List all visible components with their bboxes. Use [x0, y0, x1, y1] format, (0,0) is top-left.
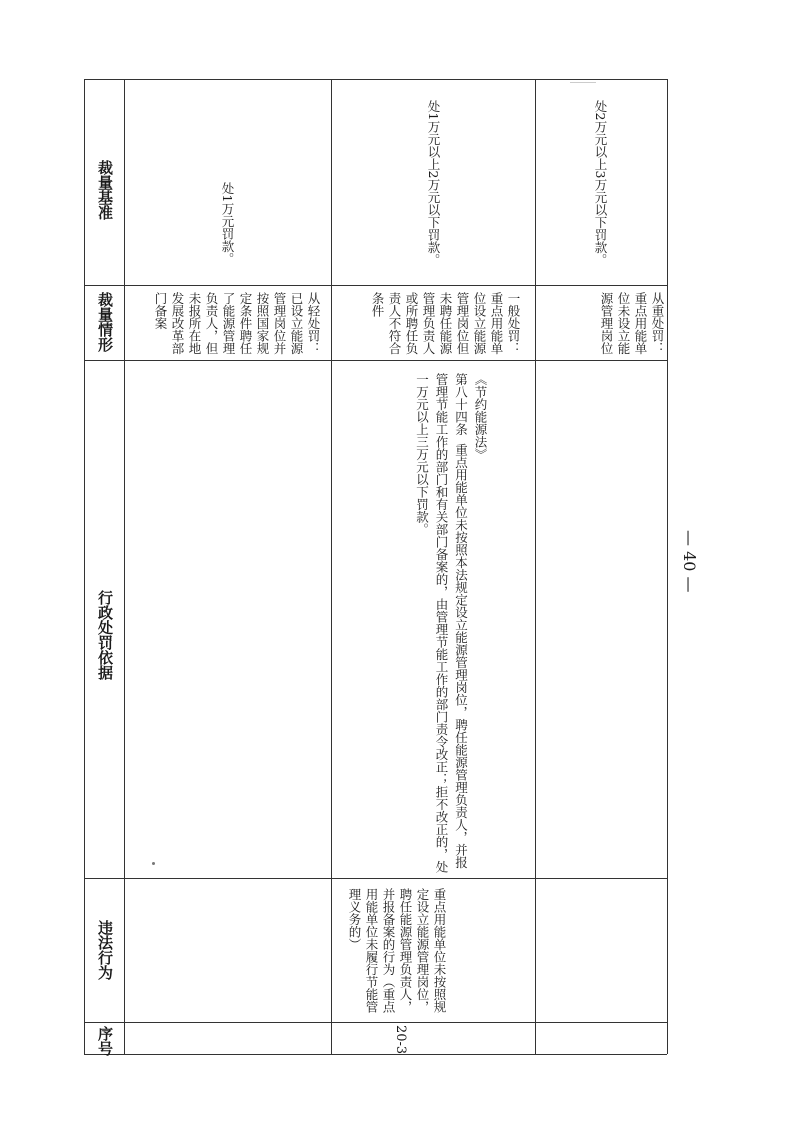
level-2-standard: 处1万元以上2万元以下罚款。: [426, 100, 441, 266]
table-border-left: [84, 79, 85, 1054]
table-border-right: [667, 79, 668, 1054]
level-2-circumstance: 一般处罚：重点用能单位设立能源管理岗位但未聘任能源管理负责人或所聘任负责人不符合条件: [370, 292, 521, 355]
row-violation: 重点用能单位未按照规定设立能源管理岗位，聘任能源管理负责人，并报备案的行为（重点用能单位未履行节能管理义务的）: [347, 888, 447, 1013]
level-1-circumstance: 从轻处罚：已设立能源管理岗位并按照国家规定条件聘任了能源管理负责人，但未报所在地发展改革部门备案: [153, 292, 321, 355]
level-1-standard: 处1万元罚款。: [220, 182, 235, 265]
col-divider-violation: [84, 1022, 667, 1023]
table-divider-header: [124, 79, 125, 1054]
header-circumstance: 裁量情形: [96, 292, 114, 352]
level-3-standard: 处2万元以上3万元以下罚款。: [593, 100, 608, 266]
table-border-top: [84, 79, 667, 80]
header-violation: 违法行为: [96, 920, 114, 980]
level-3-circumstance: 从重处罚：重点用能单位未设立能源管理岗位: [599, 292, 665, 355]
col-divider-standard: [84, 285, 667, 286]
row-seq: 20-3: [393, 1025, 408, 1055]
table-divider-row2: [535, 79, 536, 1054]
header-seq: 序号: [96, 1026, 114, 1056]
col-divider-basis: [84, 878, 667, 879]
col-divider-circumstance: [84, 360, 667, 361]
scan-speck: [570, 82, 596, 83]
page-number: — 40 —: [680, 530, 699, 593]
header-standard: 裁量基准: [96, 160, 114, 220]
header-basis: 行政处罚依据: [96, 590, 114, 680]
scan-speck: [152, 862, 155, 865]
table-border-bottom: [84, 1054, 667, 1055]
table-divider-row: [331, 79, 332, 1054]
row-basis: 《节约能源法》 第八十四条 重点用能单位未按照本法规定设立能源管理岗位，聘任能源管理负责人，并报管理节能工作的部门和有关部门备案的，由管理节能工作的部门责令改正；拒不改正的，处一万元以上三万元以下罚款。: [414, 373, 488, 873]
